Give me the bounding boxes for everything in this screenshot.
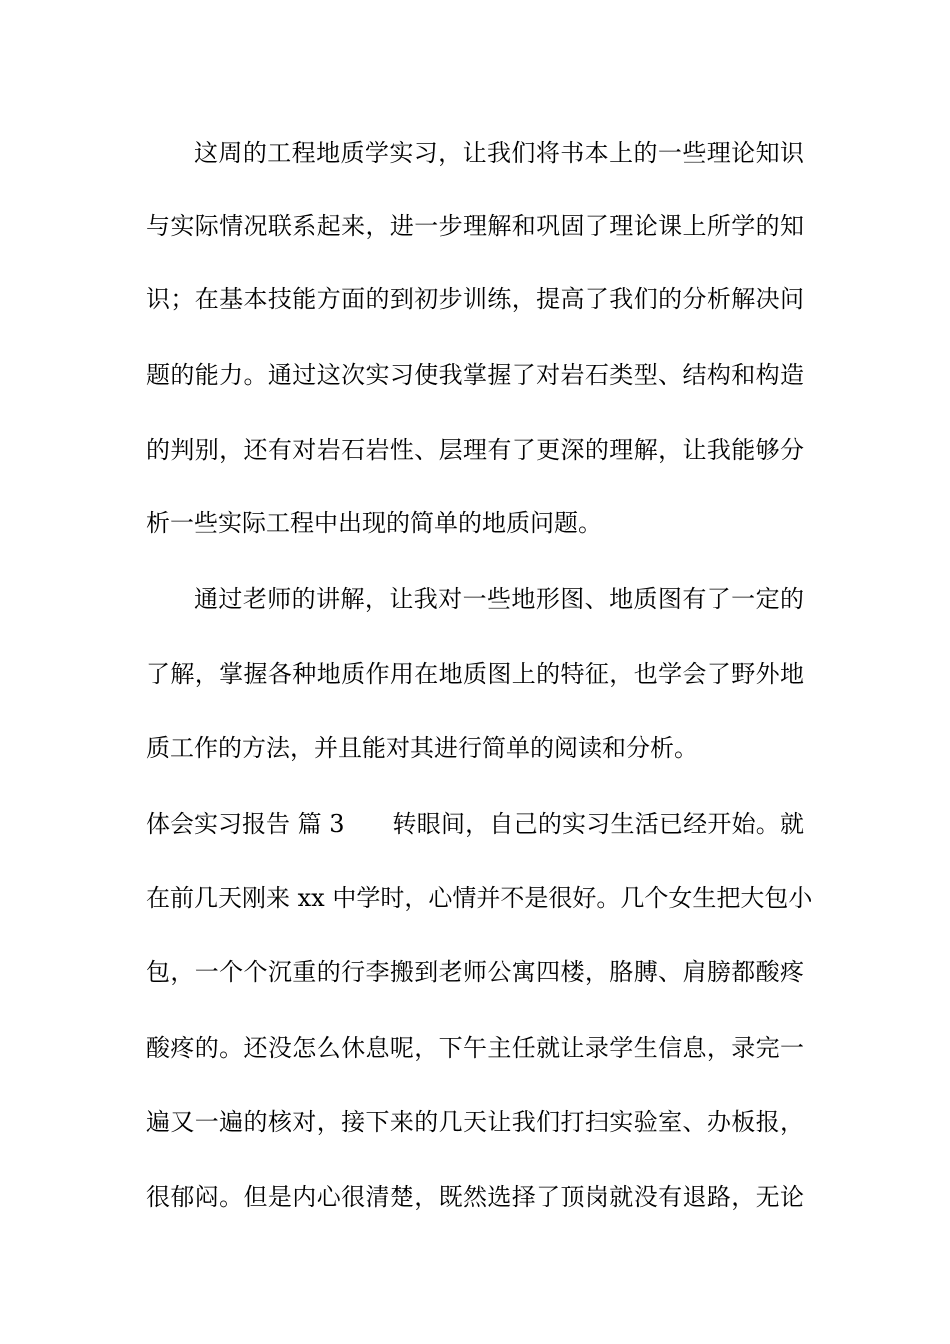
- section-3-line-6: 很郁闷。但是内心很清楚，既然选择了顶岗就没有退路，无论: [146, 1183, 804, 1211]
- paragraph-1-line-4: 题的能力。通过这次实习使我掌握了对岩石类型、结构和构造: [146, 361, 804, 389]
- paragraph-1-line-5: 的判别，还有对岩石岩性、层理有了更深的理解，让我能够分: [146, 436, 804, 464]
- paragraph-2-line-3: 质工作的方法，并且能对其进行简单的阅读和分析。: [146, 734, 698, 762]
- section-3-line-1: 转眼间，自己的实习生活已经开始。就: [392, 810, 804, 838]
- paragraph-1-line-2: 与实际情况联系起来，进一步理解和巩固了理论课上所学的知: [146, 212, 804, 240]
- section-3-line-3: 包，一个个沉重的行李搬到老师公寓四楼，胳膊、肩膀都酸疼: [146, 958, 804, 986]
- paragraph-1-line-3: 识；在基本技能方面的到初步训练，提高了我们的分析解决问: [146, 285, 804, 313]
- section-3-line-4: 酸疼的。还没怎么休息呢，下午主任就让录学生信息，录完一: [146, 1034, 804, 1062]
- paragraph-1-line-1: 这周的工程地质学实习，让我们将书本上的一些理论知识: [194, 139, 804, 167]
- paragraph-1-line-6: 析一些实际工程中出现的简单的地质问题。: [146, 509, 602, 537]
- paragraph-2-line-1: 通过老师的讲解，让我对一些地形图、地质图有了一定的: [194, 585, 804, 613]
- paragraph-2-line-2: 了解，掌握各种地质作用在地质图上的特征，也学会了野外地: [146, 660, 804, 688]
- section-title: 体会实习报告 篇 3: [146, 810, 345, 838]
- section-3-heading-line: [146, 809, 804, 839]
- section-3-line-5: 遍又一遍的核对，接下来的几天让我们打扫实验室、办板报，: [146, 1108, 804, 1136]
- section-3-line-2: 在前几天刚来 xx 中学时，心情并不是很好。几个女生把大包小: [146, 884, 813, 912]
